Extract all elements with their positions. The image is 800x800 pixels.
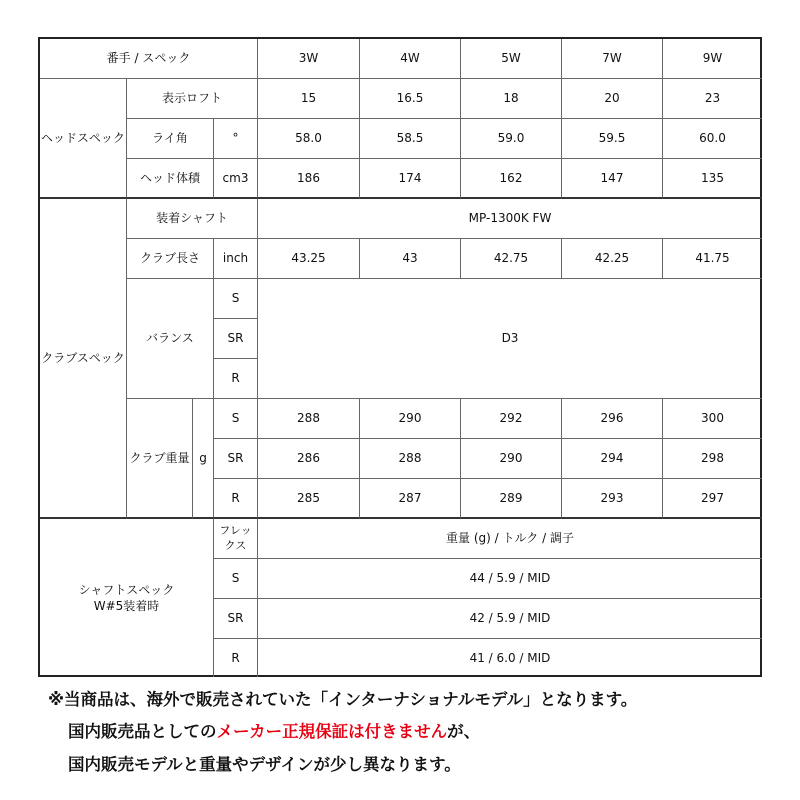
- cell-value: 288: [398, 451, 422, 466]
- cell-value: 292: [499, 411, 523, 426]
- cell-value: 293: [600, 490, 624, 505]
- header-col-label: 9W: [702, 51, 723, 66]
- length-value: [360, 239, 461, 279]
- cell-value: 59.0: [497, 131, 525, 146]
- loft-value: [461, 79, 562, 119]
- header-col-label: 3W: [298, 51, 319, 66]
- cell-value: 186: [297, 170, 320, 185]
- head-spec-group-label: ヘッドスペック: [41, 130, 125, 145]
- shaft-value-header: 重量 (g) / トルク / 調子: [446, 531, 574, 546]
- weight-flex-cell: [214, 439, 258, 479]
- volume-value: [258, 159, 360, 199]
- header-col-label: 7W: [602, 51, 622, 66]
- cell-value: 297: [701, 490, 724, 505]
- length-value: [461, 239, 562, 279]
- length-value: [562, 239, 663, 279]
- cell-value: 294: [600, 451, 624, 466]
- weight-value: [562, 479, 663, 519]
- cell-value: 23: [704, 91, 721, 106]
- shaft-spec-value-cell: [258, 599, 762, 639]
- shaft-flex-header: フレックス: [219, 523, 252, 552]
- cell-value: 41.75: [695, 251, 730, 266]
- length-label: クラブ長さ: [139, 251, 200, 266]
- weight-value: [562, 399, 663, 439]
- shaft-spec-group-label: シャフトスペック W#5装着時: [78, 582, 175, 613]
- weight-flex-cell: [214, 479, 258, 519]
- shaft-spec-value: 44 / 5.9 / MID: [469, 571, 551, 586]
- shaft-flex-cell: [214, 639, 258, 677]
- weight-flex: R: [231, 490, 240, 505]
- lie-value: [562, 119, 663, 159]
- balance-flex-cell: [214, 279, 258, 319]
- cell-value: 42.25: [594, 251, 630, 266]
- balance-flex: S: [231, 291, 240, 306]
- volume-unit-cell: [214, 159, 258, 199]
- note-line-3: 国内販売モデルと重量やデザインが少し異なります。: [68, 755, 461, 774]
- shaft-flex: S: [231, 571, 240, 586]
- note-line-2: [68, 718, 480, 742]
- shaft-value: MP-1300K FW: [468, 211, 552, 226]
- balance-flex-cell: [214, 319, 258, 359]
- balance-value-cell: [258, 279, 762, 399]
- club-spec-group-label: クラブスペック: [41, 350, 125, 365]
- cell-value: 16.5: [396, 91, 424, 106]
- lie-label-cell: [127, 119, 214, 159]
- lie-unit-cell: [214, 119, 258, 159]
- cell-value: 18: [503, 91, 519, 106]
- cell-value: 290: [398, 411, 422, 426]
- cell-value: 288: [297, 411, 320, 426]
- header-col: [461, 39, 562, 79]
- lie-label: ライ角: [152, 131, 188, 146]
- weight-flex-cell: [214, 399, 258, 439]
- weight-value: [360, 399, 461, 439]
- shaft-spec-group: [40, 519, 214, 677]
- lie-value: [258, 119, 360, 159]
- cell-value: 300: [701, 411, 724, 426]
- balance-value: D3: [501, 331, 519, 346]
- club-spec-group: [40, 199, 127, 519]
- shaft-spec-value: 41 / 6.0 / MID: [469, 650, 551, 665]
- cell-value: 285: [297, 490, 320, 505]
- note-line-1: ※当商品は、海外で販売されていた「インターナショナルモデル」となります。: [48, 690, 638, 709]
- weight-value: [562, 439, 663, 479]
- shaft-flex: R: [231, 650, 240, 665]
- shaft-flex-header-cell: [214, 519, 258, 559]
- cell-value: 43.25: [291, 251, 326, 266]
- head-spec-group: [40, 79, 127, 199]
- weight-value: [461, 479, 562, 519]
- header-label-cell: [40, 39, 258, 79]
- loft-label-cell: [127, 79, 258, 119]
- volume-label: ヘッド体積: [139, 170, 200, 185]
- header-col: [663, 39, 762, 79]
- cell-value: 58.0: [295, 131, 322, 146]
- weight-unit-cell: [193, 399, 214, 519]
- length-label-cell: [127, 239, 214, 279]
- weight-label: クラブ重量: [129, 450, 190, 465]
- warranty-highlight: メーカー正規保証は付きません: [216, 722, 448, 741]
- shaft-label-cell: [127, 199, 258, 239]
- volume-value: [360, 159, 461, 199]
- header-col: [360, 39, 461, 79]
- header-label: 番手 / スペック: [106, 51, 191, 66]
- cell-value: 43: [402, 251, 418, 266]
- loft-value: [360, 79, 461, 119]
- weight-value: [663, 399, 762, 439]
- cell-value: 298: [701, 451, 724, 466]
- volume-value: [562, 159, 663, 199]
- header-col-label: 5W: [501, 51, 521, 66]
- loft-label: 表示ロフト: [161, 91, 222, 106]
- lie-value: [360, 119, 461, 159]
- weight-value: [258, 399, 360, 439]
- weight-value: [360, 479, 461, 519]
- weight-value: [461, 439, 562, 479]
- cell-value: 287: [398, 490, 422, 505]
- weight-value: [461, 399, 562, 439]
- loft-value: [258, 79, 360, 119]
- cell-value: 162: [499, 170, 523, 185]
- balance-label: バランス: [146, 331, 194, 346]
- shaft-flex-cell: [214, 559, 258, 599]
- cell-value: 15: [300, 91, 317, 106]
- header-col: [258, 39, 360, 79]
- weight-flex: SR: [227, 451, 244, 466]
- lie-unit: °: [232, 131, 239, 146]
- weight-value: [360, 439, 461, 479]
- cell-value: 135: [701, 170, 724, 185]
- balance-label-cell: [127, 279, 214, 399]
- note-line-2-suffix: が、: [447, 722, 481, 741]
- lie-value: [663, 119, 762, 159]
- shaft-spec-value-cell: [258, 559, 762, 599]
- weight-value: [258, 439, 360, 479]
- weight-label-cell: [127, 399, 193, 519]
- shaft-label: 装着シャフト: [156, 211, 228, 226]
- volume-value: [663, 159, 762, 199]
- cell-value: 289: [499, 490, 523, 505]
- note-line-2-prefix: 国内販売品としての: [68, 722, 217, 741]
- spec-table: [38, 37, 762, 677]
- cell-value: 42.75: [493, 251, 529, 266]
- cell-value: 147: [600, 170, 624, 185]
- balance-flex: R: [231, 371, 240, 386]
- shaft-value-cell: [258, 199, 762, 239]
- cell-value: 174: [398, 170, 422, 185]
- weight-value: [663, 439, 762, 479]
- loft-value: [562, 79, 663, 119]
- cell-value: 290: [499, 451, 523, 466]
- header-col-label: 4W: [400, 51, 420, 66]
- shaft-value-header-cell: [258, 519, 762, 559]
- volume-value: [461, 159, 562, 199]
- cell-value: 286: [297, 451, 320, 466]
- weight-unit: g: [199, 450, 207, 465]
- balance-flex-cell: [214, 359, 258, 399]
- header-col: [562, 39, 663, 79]
- length-unit-cell: [214, 239, 258, 279]
- cell-value: 59.5: [598, 131, 626, 146]
- length-unit: inch: [222, 251, 249, 266]
- volume-unit: cm3: [222, 170, 249, 185]
- balance-flex: SR: [227, 331, 244, 346]
- weight-value: [663, 479, 762, 519]
- weight-value: [258, 479, 360, 519]
- length-value: [663, 239, 762, 279]
- volume-label-cell: [127, 159, 214, 199]
- cell-value: 296: [600, 411, 624, 426]
- shaft-spec-value-cell: [258, 639, 762, 677]
- lie-value: [461, 119, 562, 159]
- length-value: [258, 239, 360, 279]
- shaft-flex-cell: [214, 599, 258, 639]
- shaft-flex: SR: [227, 611, 244, 626]
- cell-value: 60.0: [699, 131, 726, 146]
- cell-value: 58.5: [396, 131, 424, 146]
- cell-value: 20: [604, 91, 620, 106]
- loft-value: [663, 79, 762, 119]
- weight-flex: S: [231, 411, 240, 426]
- shaft-spec-value: 42 / 5.9 / MID: [469, 611, 551, 626]
